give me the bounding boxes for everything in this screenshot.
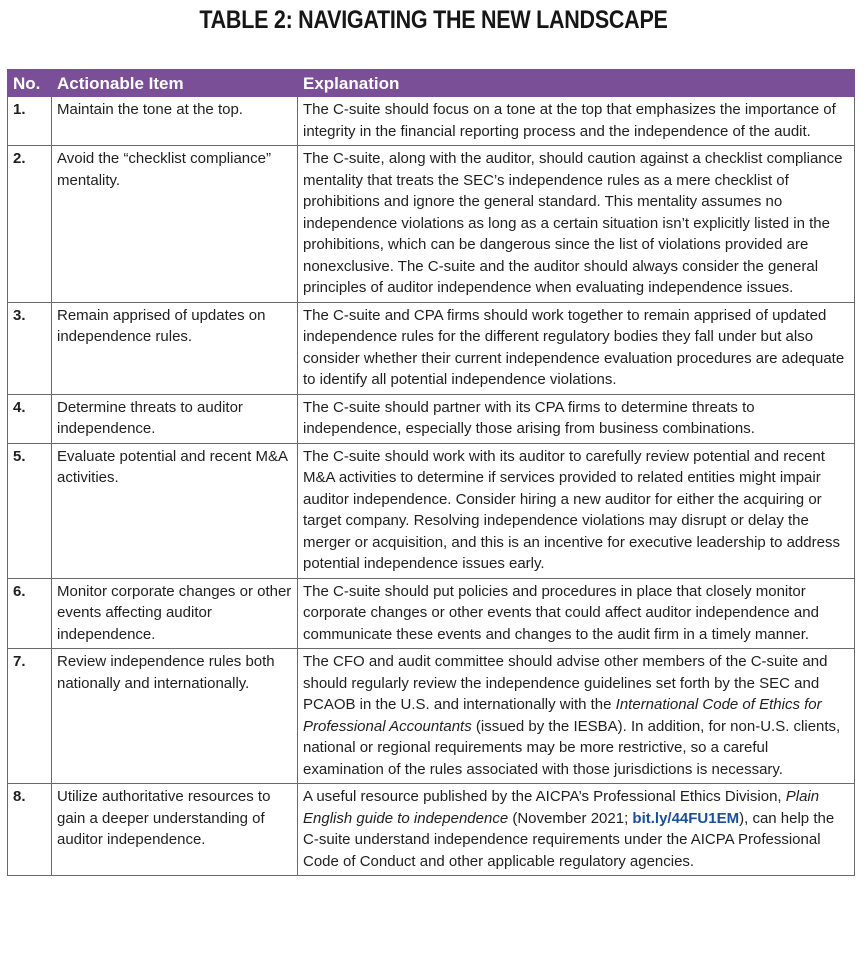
- column-header-explanation: Explanation: [298, 70, 855, 97]
- actionable-item: Utilize authoritative resources to gain a deeper understanding of auditor independence.: [52, 784, 298, 876]
- explanation-text: (issued by the IESBA). In addition, for non-U.S. clients, national or regional requirements may be more restrictive, so a careful examination of the rules associated with those jurisdictions is necessary.: [303, 717, 841, 778]
- actionable-item: Remain apprised of updates on independence rules.: [52, 302, 298, 394]
- row-number: 7.: [8, 649, 52, 784]
- actionable-item: Monitor corporate changes or other events affecting auditor independence.: [52, 578, 298, 649]
- explanation: [298, 649, 855, 784]
- actionable-item: Determine threats to auditor independence.: [52, 394, 298, 443]
- explanation: The C-suite should work with its auditor to carefully review potential and recent M&A activities to determine if services provided to related entities might impair auditor independence. Consider hiring a new auditor for either the acquiring or target company. Resolving independence violations may disrupt or delay the merger or acquisition, and this is an incentive for executive leadership to address potential independence issues early.: [298, 443, 855, 578]
- actionable-item: Review independence rules both nationally and internationally.: [52, 649, 298, 784]
- table-row: [8, 146, 855, 303]
- row-number: 6.: [8, 578, 52, 649]
- row-number: 2.: [8, 146, 52, 303]
- explanation: The C-suite should focus on a tone at the top that emphasizes the importance of integrity in the financial reporting process and the independence of the audit.: [298, 97, 855, 146]
- table-row: [8, 784, 855, 876]
- row-number: 1.: [8, 97, 52, 146]
- row-number: 5.: [8, 443, 52, 578]
- explanation: [298, 784, 855, 876]
- table-row: [8, 302, 855, 394]
- explanation: The C-suite and CPA firms should work together to remain apprised of updated independence rules for the different regulatory bodies they fall under but also consider whether their current independence evaluation procedures are adequate to identify all potential independence violations.: [298, 302, 855, 394]
- explanation: The C-suite should partner with its CPA firms to determine threats to independence, especially those arising from business combinations.: [298, 394, 855, 443]
- publication-title: International Code of Ethics for Professional Accountants: [303, 696, 822, 735]
- actionable-item: Evaluate potential and recent M&A activities.: [52, 443, 298, 578]
- row-number: 4.: [8, 394, 52, 443]
- explanation-text: The CFO and audit committee should advise other members of the C-suite and should regularly review the independence guidelines set forth by the SEC and PCAOB in the U.S. and internationally with the: [303, 653, 828, 713]
- publication-title: Plain English guide to independence: [303, 788, 820, 827]
- table-header-row: [8, 70, 855, 97]
- actionable-item: Avoid the “checklist compliance” mentality.: [52, 146, 298, 303]
- independence-table: [7, 69, 855, 876]
- table-row: [8, 649, 855, 784]
- page-title: TABLE 2: NAVIGATING THE NEW LANDSCAPE: [199, 6, 668, 34]
- table-row: [8, 97, 855, 146]
- table-row: [8, 394, 855, 443]
- explanation: The C-suite, along with the auditor, should caution against a checklist compliance mentality that treats the SEC’s independence rules as a mere checklist of prohibitions and ignore the general standard. This mentality assumes no independence violations as long as a certain situation isn’t explicitly listed in the prohibitions, which can be dangerous since the list of violations provided are nonexclusive. The C-suite and the auditor should always consider the general principles of auditor independence when evaluating independence issues.: [298, 146, 855, 303]
- table-row: [8, 578, 855, 649]
- row-number: 8.: [8, 784, 52, 876]
- explanation: The C-suite should put policies and procedures in place that closely monitor corporate changes or other events that could affect auditor independence and communicate these events and changes to the audit firm in a timely manner.: [298, 578, 855, 649]
- explanation-text: (November 2021;: [508, 809, 633, 827]
- explanation-text: ), can help the C-suite understand independence requirements under the AICPA Professional Code of Conduct and other applicable regulatory agencies.: [303, 809, 835, 870]
- table-row: [8, 443, 855, 578]
- row-number: 3.: [8, 302, 52, 394]
- column-header-no: No.: [8, 70, 52, 97]
- actionable-item: Maintain the tone at the top.: [52, 97, 298, 146]
- resource-link[interactable]: bit.ly/44FU1EM: [632, 809, 740, 827]
- explanation-text: A useful resource published by the AICPA’s Professional Ethics Division,: [303, 788, 786, 805]
- column-header-actionable-item: Actionable Item: [52, 70, 298, 97]
